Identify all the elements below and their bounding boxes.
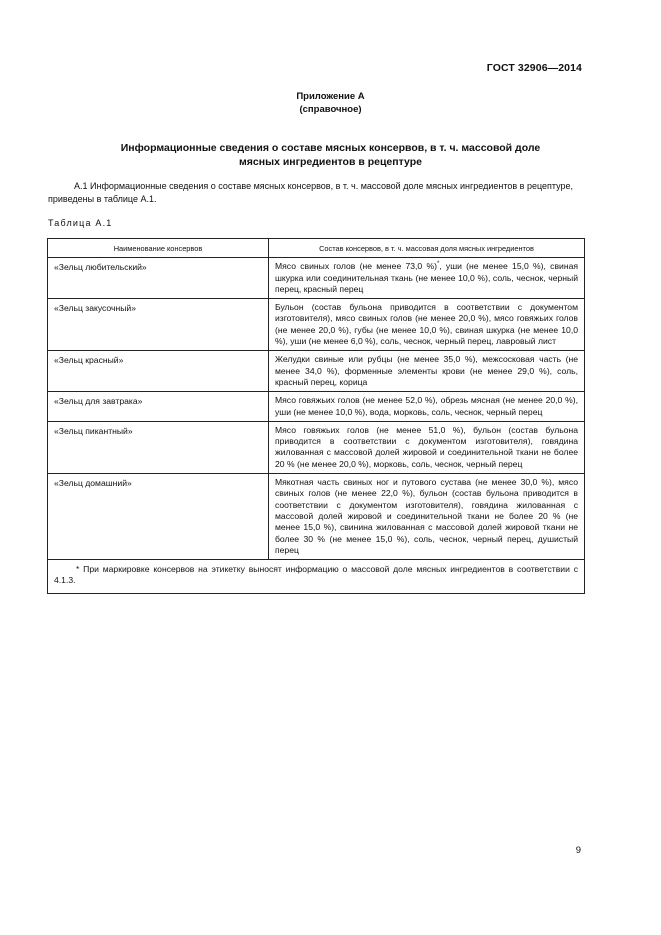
table-row [48,392,585,422]
intro-paragraph: А.1 Информационные сведения о составе мясных консервов, в т. ч. массовой доле мясных ингредиентов в рецептуре, приведены в таблице А.1. [48,181,574,204]
header-product-name: Наименование консервов [48,239,269,258]
composition-table [47,238,585,594]
table-label: Таблица А.1 [48,218,113,228]
product-name: «Зельц для завтрака» [48,392,269,422]
table-row [48,258,585,299]
table-footnote-row [48,560,585,594]
product-name: «Зельц красный» [48,351,269,392]
table-footnote [48,560,585,594]
product-name: «Зельц закусочный» [48,299,269,351]
product-composition: Мякотная часть свиных ног и путового сустава (не менее 30,0 %), мясо свиных голов (не менее 22,0 %), бульон (состав бульона приводится в соответствии с документом изготовителя), говядина жилованная с массовой долей жировой и соединительной ткани не более 20 % (не менее 15,0 %), свинина жилованная с массовой долей жировой ткани не более 30 % (не менее 15,0 %), соль, чеснок, черный перец, душистый перец [269,474,585,560]
footnote-text: * При маркировке консервов на этикетку выносят информацию о массовой доле мясных ингредиентов в соответствии с 4.1.3. [54,564,578,586]
product-composition: Мясо говяжьих голов (не менее 52,0 %), обрезь мясная (не менее 20,0 %), уши (не менее 10,0 %), вода, морковь, соль, чеснок, черный перец [269,392,585,422]
product-name: «Зельц домашний» [48,474,269,560]
product-composition: Мясо говяжьих голов (не менее 51,0 %), бульон (состав бульона приводится в соответствии с документом изготовителя), говядина жилованная с массовой долей жировой и соединительной ткани не более 20 % (не менее 20,0 %), морковь, соль, чеснок, черный перец [269,421,585,473]
composition-text-part-1: Мясо свиных голов (не менее 73,0 %) [275,261,437,272]
composition-text-part-2: , уши (не менее 15,0 %), свиная шкурка или соединительная ткань (не менее 10,0 %), соль, чеснок, черный перец, красный перец [275,261,578,294]
product-name: «Зельц любительский» [48,258,269,299]
product-composition: Бульон (состав бульона приводится в соответствии с документом изготовителя), мясо свиных голов (не менее 20,0 %), мясо говяжьих голов (не менее 20,0 %), губы (не менее 10,0 %), свиная шкурка (не менее 10,0 %), уши (не менее 6,0 %), соль, чеснок, черный перец, лавровый лист [269,299,585,351]
appendix-heading [0,90,661,116]
table-row [48,421,585,473]
document-title-line-1: Информационные сведения о составе мясных консервов, в т. ч. массовой доле [120,142,541,154]
table-row [48,299,585,351]
standard-number: ГОСТ 32906—2014 [486,62,582,74]
table-header-row [48,239,585,258]
product-composition [269,258,585,299]
footnote-marker: * [436,261,440,268]
header-composition: Состав консервов, в т. ч. массовая доля мясных ингредиентов [269,239,585,258]
product-composition: Желудки свиные или рубцы (не менее 35,0 %), межсосковая часть (не менее 34,0 %), форменные элементы крови (не менее 29,0 %), соль, красный перец, корица [269,351,585,392]
appendix-title: Приложение А [296,91,365,102]
appendix-subtitle: (справочное) [299,104,362,115]
table-row [48,474,585,560]
document-title [60,141,601,169]
document-title-line-2: мясных ингредиентов в рецептуре [239,156,422,168]
page-number: 9 [575,845,581,856]
product-name: «Зельц пикантный» [48,421,269,473]
table-row [48,351,585,392]
